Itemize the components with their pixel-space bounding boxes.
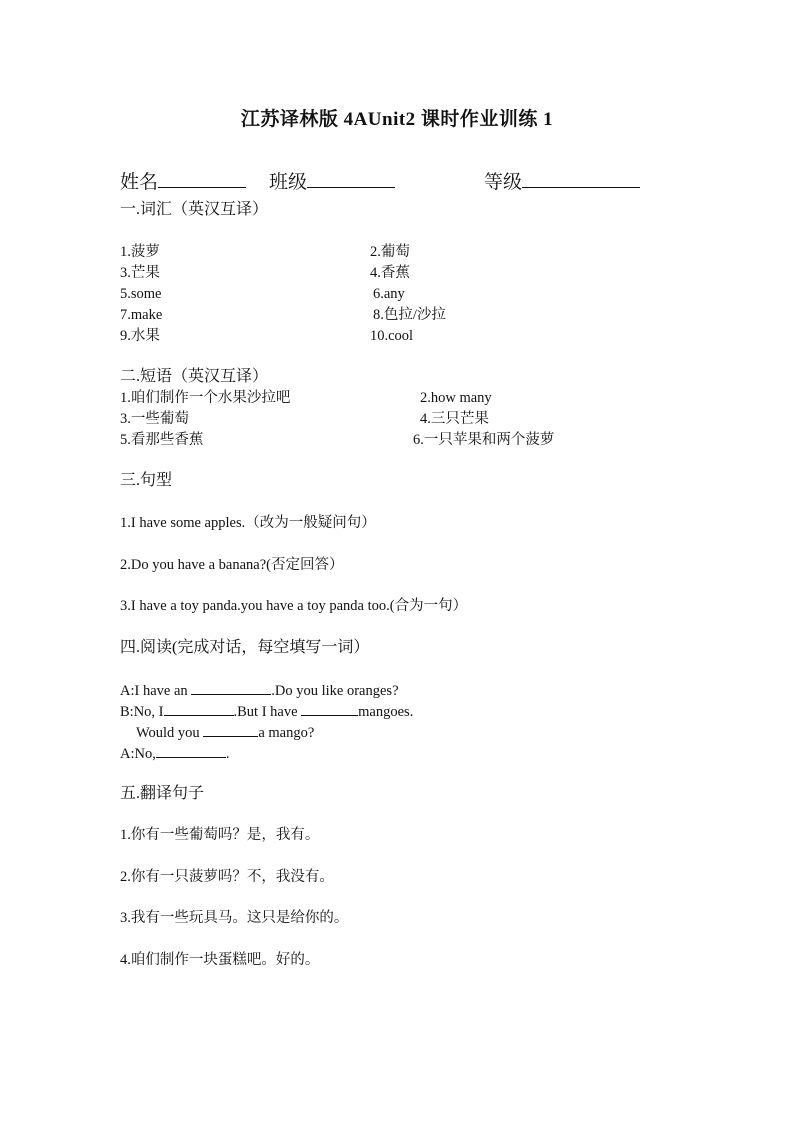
- answer-blank: [156, 743, 226, 758]
- dialogue-line-3: [136, 722, 314, 743]
- name-label: 姓名: [120, 172, 159, 193]
- vocab-item: 3.芒果: [120, 265, 160, 281]
- sentence-item: 1.I have some apples.（改为一般疑问句）: [120, 515, 376, 531]
- vocab-item: 10.cool: [370, 328, 414, 344]
- page-title: 江苏译林版 4AUnit2 课时作业训练 1: [240, 109, 554, 130]
- vocab-item: 8.色拉/沙拉: [373, 307, 446, 323]
- phrase-item: 3.一些葡萄: [120, 411, 189, 427]
- class-field: [269, 167, 395, 193]
- translate-item: 4.咱们制作一块蛋糕吧。好的。: [120, 952, 320, 968]
- dialogue-text: a mango?: [258, 725, 315, 741]
- phrase-item: 2.how many: [420, 390, 492, 406]
- answer-blank: [191, 680, 271, 695]
- dialogue-text: .Do you like oranges?: [271, 683, 399, 699]
- vocab-item: 5.some: [120, 286, 162, 302]
- section-heading-translate: 五.翻译句子: [120, 785, 205, 802]
- dialogue-text: A:No,: [120, 746, 156, 762]
- vocab-item: 6.any: [373, 286, 405, 302]
- section-heading-vocab: 一.词汇（英汉互译）: [120, 201, 269, 218]
- dialogue-text: A:I have an: [120, 683, 192, 699]
- vocab-item: 1.菠萝: [120, 244, 160, 260]
- vocab-item: 7.make: [120, 307, 163, 323]
- translate-item: 2.你有一只菠萝吗？不，我没有。: [120, 869, 334, 885]
- section-heading-reading: 四.阅读(完成对话，每空填写一词）: [120, 639, 370, 656]
- grade-label: 等级: [484, 172, 523, 193]
- dialogue-text: Would you: [136, 725, 204, 741]
- dialogue-line-4: [120, 743, 229, 764]
- dialogue-text: B:No, I: [120, 704, 164, 720]
- sentence-item: 2.Do you have a banana?(否定回答）: [120, 557, 344, 573]
- dialogue-text: mangoes.: [358, 704, 414, 720]
- name-field: [120, 167, 246, 193]
- vocab-item: 9.水果: [120, 328, 160, 344]
- phrase-item: 6.一只苹果和两个菠萝: [413, 432, 555, 448]
- section-heading-sentences: 三.句型: [120, 472, 173, 489]
- dialogue-text: .: [225, 746, 230, 762]
- dialogue-line-1: [120, 680, 399, 701]
- vocab-item: 4.香蕉: [370, 265, 410, 281]
- vocab-item: 2.葡萄: [370, 244, 410, 260]
- translate-item: 1.你有一些葡萄吗？是，我有。: [120, 827, 320, 843]
- dialogue-line-2: [120, 701, 413, 722]
- grade-field: [484, 167, 640, 193]
- translate-item: 3.我有一些玩具马。这只是给你的。: [120, 910, 349, 926]
- answer-blank: [203, 722, 258, 737]
- answer-blank: [164, 701, 234, 716]
- class-label: 班级: [269, 172, 308, 193]
- class-blank: [307, 167, 395, 188]
- sentence-item: 3.I have a toy panda.you have a toy panda too.(合为一句）: [120, 598, 468, 614]
- phrase-item: 1.咱们制作一个水果沙拉吧: [120, 390, 291, 406]
- phrase-item: 4.三只芒果: [420, 411, 489, 427]
- grade-blank: [522, 167, 640, 188]
- answer-blank: [301, 701, 358, 716]
- name-blank: [158, 167, 246, 188]
- phrase-item: 5.看那些香蕉: [120, 432, 204, 448]
- section-heading-phrases: 二.短语（英汉互译）: [120, 368, 269, 385]
- dialogue-text: .But I have: [233, 704, 302, 720]
